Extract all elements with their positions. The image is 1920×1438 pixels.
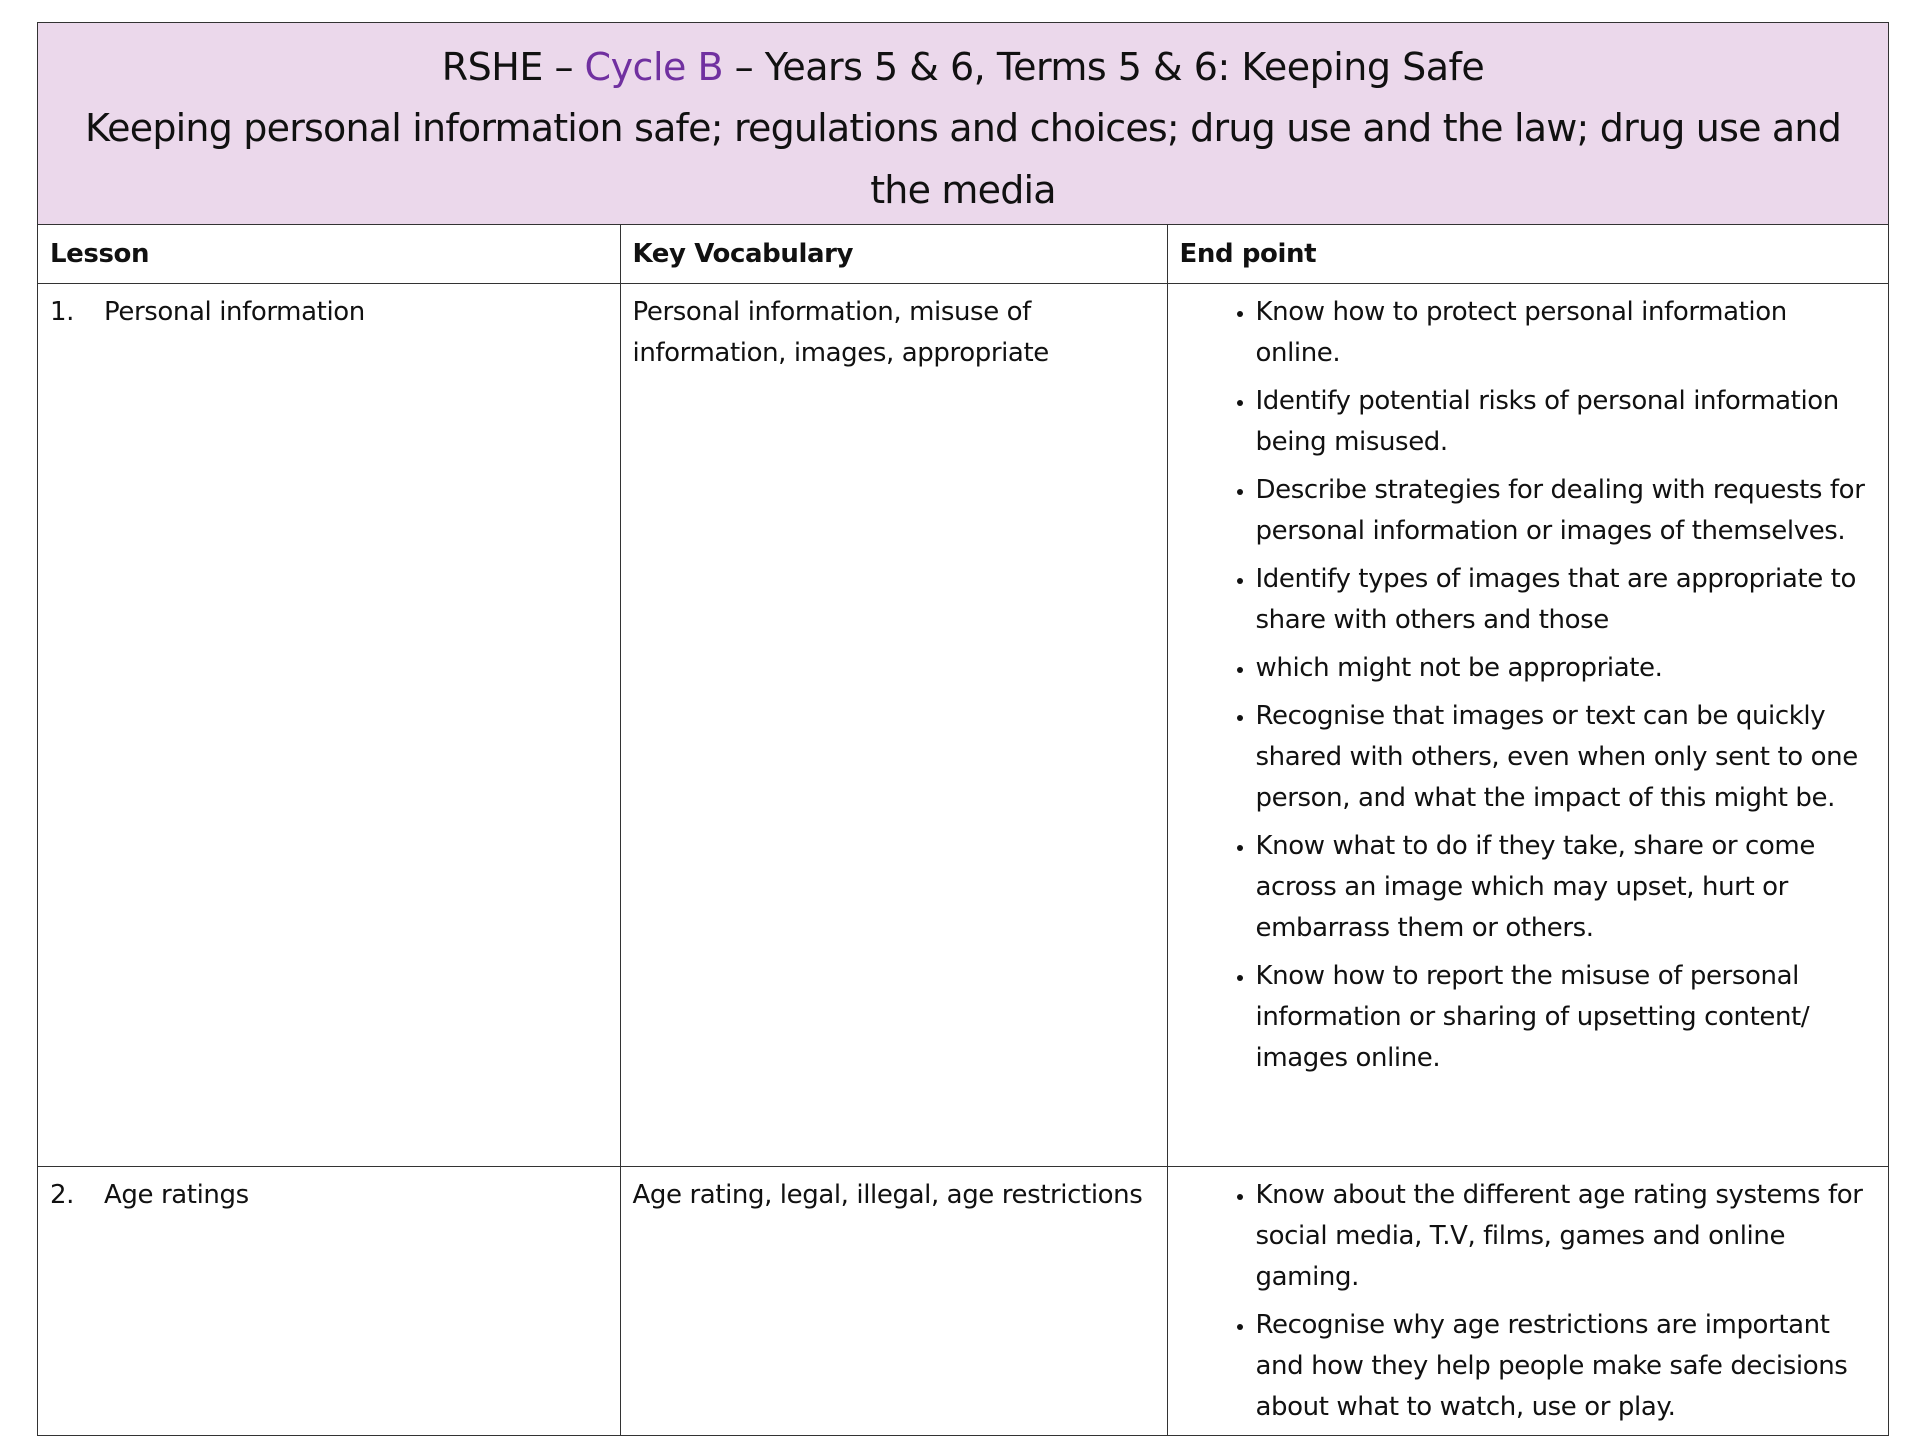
- end-point-item: • Recognise that images or text can be quickly shared with others, even when only sent to one person, and what the impact of this might be.: [1256, 696, 1877, 819]
- title-banner: [38, 23, 1888, 225]
- lesson-title: Personal information: [104, 297, 365, 327]
- cycle-label: Cycle B: [584, 45, 724, 89]
- end-point-cell: [1167, 284, 1888, 1167]
- end-point-item: • Know about the different age rating systems for social media, T.V, films, games and online gaming.: [1256, 1175, 1877, 1298]
- end-point-list: [1180, 1175, 1877, 1428]
- end-point-item: • Identify potential risks of personal information being misused.: [1256, 381, 1877, 463]
- lesson-title: Age ratings: [104, 1180, 249, 1210]
- title-prefix: RSHE –: [441, 45, 585, 89]
- lesson-number: 2.: [50, 1180, 75, 1210]
- end-point-item: • Describe strategies for dealing with requests for personal information or images of themselves.: [1256, 470, 1877, 552]
- end-point-item: • Know how to report the misuse of personal information or sharing of upsetting content/ images online.: [1256, 956, 1877, 1079]
- table-row: [38, 1167, 1888, 1436]
- end-point-item: • Identify types of images that are appropriate to share with others and those: [1256, 559, 1877, 641]
- title-suffix: – Years 5 & 6, Terms 5 & 6: Keeping Safe: [723, 45, 1485, 89]
- column-header-lesson: Lesson: [38, 225, 620, 284]
- end-point-item: • Know what to do if they take, share or come across an image which may upset, hurt or embarrass them or others.: [1256, 826, 1877, 949]
- table-header-row: [38, 225, 1888, 284]
- column-header-end-point: End point: [1167, 225, 1888, 284]
- lesson-table: [38, 225, 1888, 1435]
- vocabulary-cell: Age rating, legal, illegal, age restrictions: [620, 1167, 1167, 1436]
- end-point-item: • Recognise why age restrictions are important and how they help people make safe decisions about what to watch, use or play.: [1256, 1305, 1877, 1428]
- document: [37, 22, 1889, 1436]
- end-point-item: • which might not be appropriate.: [1256, 648, 1877, 689]
- lesson-cell: [38, 284, 620, 1167]
- column-header-vocabulary: Key Vocabulary: [620, 225, 1167, 284]
- table-row: [38, 284, 1888, 1167]
- end-point-item: • Know how to protect personal information online.: [1256, 292, 1877, 374]
- lesson-number: 1.: [50, 297, 75, 327]
- page-title: [38, 37, 1888, 97]
- page-subtitle: Keeping personal information safe; regulations and choices; drug use and the law; drug use and the media: [84, 106, 1842, 212]
- vocabulary-cell: Personal information, misuse of information, images, appropriate: [620, 284, 1167, 1167]
- end-point-list: [1180, 292, 1877, 1079]
- end-point-cell: [1167, 1167, 1888, 1436]
- lesson-cell: [38, 1167, 620, 1436]
